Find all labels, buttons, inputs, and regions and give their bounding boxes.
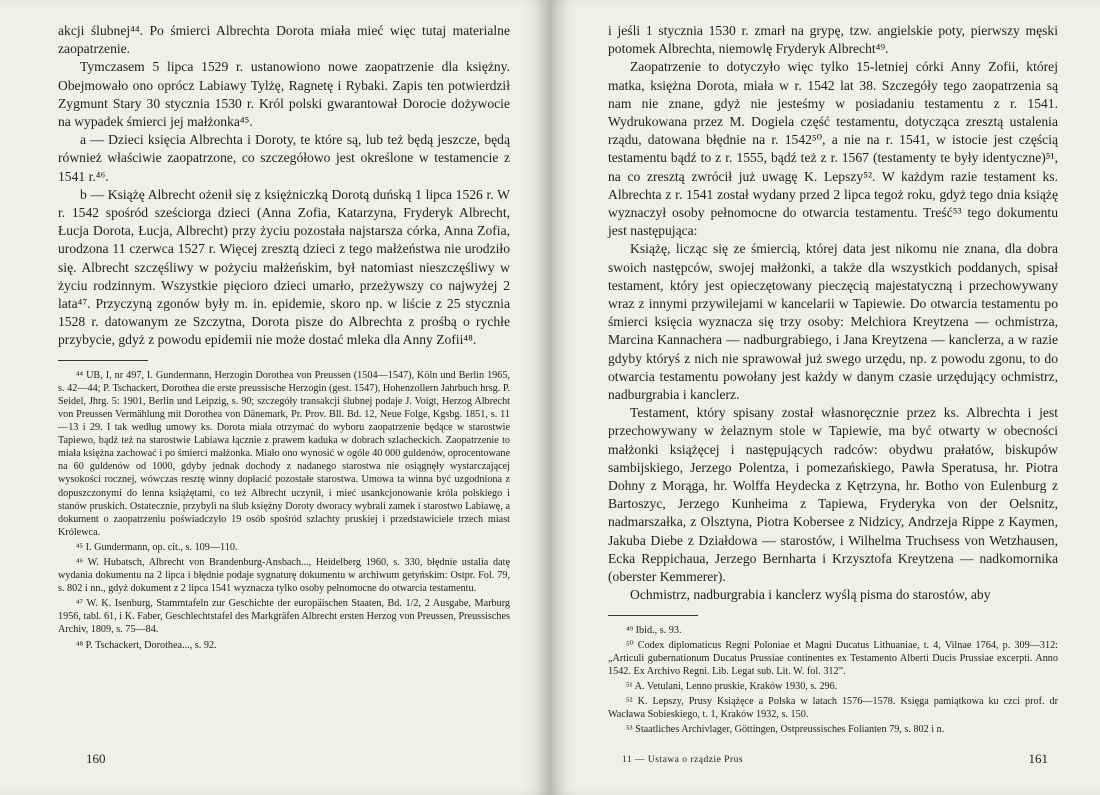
footnote: ⁴⁶ W. Hubatsch, Albrecht von Brandenburg-Ansbach..., Heidelberg 1960, s. 330, błędnie ustalia datę wydania dokumentu na 2 lipca i błędnie podaje sygnaturę dokumentu w archiwum getyńskim: Ostpr. Fol. 79, s. 802 i nn., gdyż dokument z 2 lipca 1541 wyznacza tylko osoby pełnomocne do otwarcia testamentu. [58, 556, 510, 595]
page-number-right: 161 [1028, 751, 1048, 766]
printer-signature: 11 — Ustawa o rządzie Prus [622, 755, 744, 765]
footnote: ⁴⁴ UB, I, nr 497, I. Gundermann, Herzogin Dorothea von Preussen (1504—1547), Köln und Berlin 1965, s. 42—44; P. Tschackert, Dorothea die erste preussische Herzogin (gest. 1547), Hohenzollern Jahrbuch hrsg. P. Seidel, Jhrg. 5: 1901, Berlin und Leipzig, s. 90; szczegóły transakcji ślubnej podaje J. Voigt, Herzog Albrecht von Preussen Vermählung mit Dorothea von Dänemark, Pr. Prov. Bll. Bd. 12, Neue Folge, Kgsbg. 1851, s. 11—13 i 29. I tak według umowy ks. Dorota miała otrzymać do wyboru zaopatrzenie będące w starostwie Tapiewo, bądź też na starostwie Labiawa łącznie z prawem kaduka w dobrach szlacheckich. Zaopatrzenie to miała księżna zachować i po śmierci małżonka. Miało ono wynosić w ogóle 40 000 guldenów, oprocentowane na 60 guldenów od 1000, gdyby jednak dochody z nadanego starostwa nie osiągnęły wystarczającej wysokości rocznej, wówczas resztę winny dopłacić pozostałe starostwa. Umowa ta winna być uzgodniona z dopuszczonymi do lenna książętami, co też Albrecht uczynił, i mieć usankcjonowanie króla polskiego i stanów pruskich. Ostatecznie, przybyli na ślub księżny Doroty dworacy wybrali zamek i starostwo Labiawę, a dokument o zaopatrzeniu poświadczyło 19 osób spośród szlachty pruskiej i przedstawiciele trzech miast Królewca. [58, 369, 510, 538]
right-paragraph: Ochmistrz, nadburgrabia i kanclerz wyślą pisma do starostów, aby [630, 587, 991, 603]
footnote-divider [58, 360, 148, 361]
footnote: ⁵² K. Lepszy, Prusy Książęce a Polska w latach 1576—1578. Księga pamiątkowa ku czci prof. dr Wacława Sobieskiego, t. 1, Kraków 1932, s. 150. [608, 695, 1058, 721]
footnote-divider [608, 615, 698, 616]
footnote: ⁴⁹ Ibid., s. 93. [626, 624, 682, 636]
left-paragraph: a — Dzieci księcia Albrechta i Doroty, te które są, lub też będą jeszcze, będą również właściwie zaopatrzone, co szczegółowo jest określone w testamencie z 1541 r.⁴⁶. [58, 132, 510, 184]
left-paragraph: akcji ślubnej⁴⁴. Po śmierci Albrechta Dorota miała mieć więc tutaj materialne zaopatrzenie. [58, 23, 510, 57]
footnote: ⁵¹ A. Vetulani, Lenno pruskie, Kraków 1930, s. 296. [626, 680, 838, 692]
right-page [550, 0, 1100, 795]
right-paragraph: Testament, który spisany został własnoręcznie przez ks. Albrechta i jest przechowywany w żelaznym stole w Tapiewie, ma być otwarty w obecności małżonki książęcej i następujących radców: obydwu prałatów, biskupów sambijskiego, Jerzego Polentza, i pomezańskiego, Pawła Speratusa, hr. Piotra Dohny z Morąga, hr. Wolffa Heydecka z Kętrzyna, hr. Botho von Eulenburg z Bartoszyc, Jerzego Kunheima z Tapiewa, Fryderyka von der Oelsnitz, nadmarszałka, z Olsztyna, Piotra Kobersee z Nidzicy, Andrzeja Rippe z Kaymen, Jakuba Diebe z Działdowa — starostów, i Wilhelma Truchsess von Wetzhausen, Ecka Reppichaua, Jerzego Bernharta i Krzysztofa Kreytzena — nadkomornika (oberster Kemmerer). [608, 405, 1058, 585]
left-paragraph: b — Książę Albrecht ożenił się z księżniczką Dorotą duńską 1 lipca 1526 r. W r. 1542 spośród sześciorga dzieci (Anna Zofia, Katarzyna, Fryderyk Albrecht, Łucja Dorota, Łucja, Albrecht) przy życiu pozostała najstarsza córka, Anna Zofia, urodzona 11 czerwca 1527 r. Więcej zresztą dzieci z tego małżeństwa nie urodziło się. Albrecht szczęśliwy w pożyciu małżeńskim, był natomiast nieszczęśliwy w życiu rodzinnym. Wszystkie pięcioro dzieci umarło, przeżywszy co najwyżej 2 lata⁴⁷. Przyczyną zgonów były m. in. epidemie, skoro np. w liście z 25 stycznia 1528 r. datowanym ze Szczytna, Dorota pisze do Albrechta z prośbą o rychłe przybycie, gdyż z powodu epidemii nie może dostać mleka dla Anny Zofii⁴⁸. [58, 186, 510, 348]
left-body-text [58, 22, 510, 350]
right-footnotes [608, 624, 1058, 737]
page-number-left: 160 [86, 751, 106, 766]
left-paragraph: Tymczasem 5 lipca 1529 r. ustanowiono nowe zaopatrzenie dla księżny. Obejmowało ono oprócz Labiawy Tylżę, Ragnetę i Rybaki. Zapis ten potwierdził Zygmunt Stary 30 stycznia 1530 r. Król polski gwarantował Dorocie dożywocie na wypadek śmierci jej małżonka⁴⁵. [58, 59, 510, 130]
right-paragraph: Książę, licząc się ze śmiercią, której data jest nikomu nie znana, dla dobra swoich następców, swojej małżonki, a także dla wszystkich poddanych, spisał testament, który jest opieczętowany pieczęcią majestatyczną i przechowywany wraz z innymi przywilejami w kancelarii w Tapiewie. Do otwarcia testamentu po śmierci księcia wyznacza się trzy osoby: Melchiora Kreytzena — ochmistrza, Marcina Kannachera — nadburgrabiego, i Jana Kreytzena — kanclerza, a w razie gdyby któryś z nich nie sprawował już swego urzędu, np. z powodu zgonu, to do otwarcia testamentu powołany jest każdy w danym czasie urzędujący ochmistrz, nadburgrabia i kanclerz. [608, 241, 1058, 403]
footnote: ⁵³ Staatliches Archivlager, Göttingen, Ostpreussisches Folianten 79, s. 802 i n. [626, 724, 945, 736]
left-footnotes [58, 369, 510, 652]
footnote: ⁴⁸ P. Tschackert, Dorothea..., s. 92. [76, 639, 217, 651]
right-body-text [608, 22, 1058, 605]
footnote: ⁵⁰ Codex diplomaticus Regni Poloniae et Magni Ducatus Lithuaniae, t. 4, Vilnae 1764, p. 309—312: „Articuli gubernationum Ducatus Prussiae continentes ex Testamento Alberti Ducis Prussiae excerpti. Anno 1542. Ex Archivo Regni. Lib. Legat sub. Lit. W. fol. 312”. [608, 639, 1058, 677]
footnote: ⁴⁵ I. Gundermann, op. cit., s. 109—110. [76, 541, 238, 553]
right-paragraph: Zaopatrzenie to dotyczyło więc tylko 15-letniej córki Anny Zofii, której matka, księżna Dorota, miała w r. 1542 lat 38. Szczegóły tego zaopatrzenia są nam nie znane, gdyż nie jesteśmy w posiadaniu testamentu z r. 1541. Wydrukowana przez M. Dogiela część testamentu, dotycząca zresztą ustalenia rządu, datowana błędnie na r. 1542⁵⁰, a nie na r. 1541, w istocie jest częścią testamentu bądź to z r. 1555, bądź też z r. 1567 (testamenty te były identyczne)⁵¹, na co zresztą zwrócił już uwagę K. Lepszy⁵². W każdym razie testament ks. Albrechta z r. 1541 został wydany przed 2 lipca tegoż roku, gdyż tego dnia książę wyznaczył osoby pełnomocne do otwarcia testamentu. Treść⁵³ tego dokumentu jest następująca: [608, 59, 1058, 239]
right-paragraph: i jeśli 1 stycznia 1530 r. zmarł na grypę, tzw. angielskie poty, pierwszy męski potomek Albrechta, niemowlę Fryderyk Albrecht⁴⁹. [608, 23, 1058, 57]
footnote: ⁴⁷ W. K. Isenburg, Stammtafeln zur Geschichte der europäischen Staaten, Bd. 1/2, 2 Ausgabe, Marburg 1956, tabl. 61, i K. Faber, Geschlechtstafel des Markgräfen Albrecht ersten Herzog von Preussen, Preussisches Archiv, 1809, s. 75—84. [58, 598, 510, 636]
